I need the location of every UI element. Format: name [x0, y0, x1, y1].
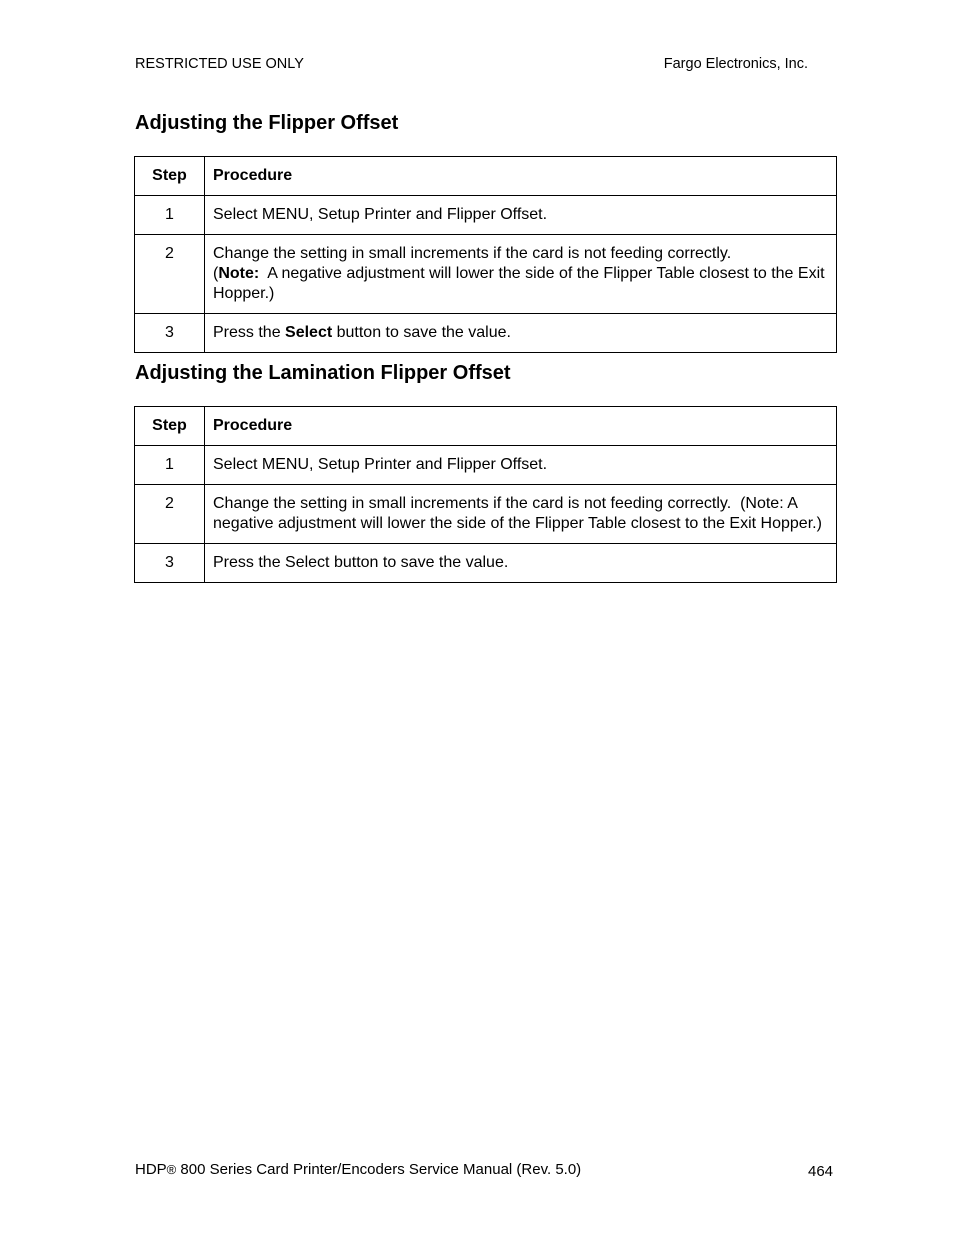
- section-title-lamination-flipper-offset: Adjusting the Lamination Flipper Offset: [135, 362, 511, 384]
- procedure-text: [205, 235, 837, 314]
- header-company-name: Fargo Electronics, Inc.: [663, 56, 808, 72]
- page-number: 464: [808, 1163, 834, 1180]
- table-header-row: [135, 157, 837, 196]
- column-header-procedure: Procedure: [205, 157, 837, 196]
- procedure-text: Select MENU, Setup Printer and Flipper Offset.: [205, 446, 837, 485]
- procedure-text: Press the Select button to save the value.: [205, 544, 837, 583]
- procedure-table-flipper-offset: [134, 156, 837, 353]
- table-row: [135, 235, 837, 314]
- step-number: 1: [135, 446, 205, 485]
- procedure-line: Change the setting in small increments if the card is not feeding correctly.: [213, 245, 732, 262]
- header-restricted-notice: RESTRICTED USE ONLY: [135, 56, 304, 72]
- select-button-label: Select: [285, 324, 333, 341]
- section-title-flipper-offset: Adjusting the Flipper Offset: [135, 112, 399, 134]
- step-number: 2: [135, 235, 205, 314]
- footer-manual-title: [135, 1161, 581, 1178]
- note-text: A negative adjustment will lower the side of the Flipper Table closest to the Exit Hopper.): [213, 265, 830, 302]
- procedure-text: Change the setting in small increments if the card is not feeding correctly. (Note: A negative adjustment will lower the side of the Flipper Table closest to the Exit Hopper.): [205, 485, 837, 544]
- step-number: 3: [135, 544, 205, 583]
- column-header-procedure: Procedure: [205, 407, 837, 446]
- procedure-suffix: button to save the value.: [332, 324, 511, 341]
- table-header-row: [135, 407, 837, 446]
- procedure-text: [205, 314, 837, 353]
- footer-title-text: 800 Series Card Printer/Encoders Service Manual (Rev. 5.0): [176, 1161, 582, 1178]
- column-header-step: Step: [135, 407, 205, 446]
- step-number: 2: [135, 485, 205, 544]
- procedure-table-lamination-flipper-offset: [134, 406, 837, 583]
- table-row: [135, 544, 837, 583]
- table-row: [135, 314, 837, 353]
- table-row: [135, 446, 837, 485]
- note-open-paren: (: [213, 265, 219, 282]
- note-label: Note:: [218, 265, 260, 282]
- registered-mark: ®: [166, 1162, 177, 1177]
- step-number: 3: [135, 314, 205, 353]
- procedure-text: Select MENU, Setup Printer and Flipper Offset.: [205, 196, 837, 235]
- table-row: [135, 485, 837, 544]
- step-number: 1: [135, 196, 205, 235]
- footer-brand: HDP: [135, 1161, 167, 1178]
- procedure-prefix: Press the: [213, 324, 286, 341]
- table-row: [135, 196, 837, 235]
- column-header-step: Step: [135, 157, 205, 196]
